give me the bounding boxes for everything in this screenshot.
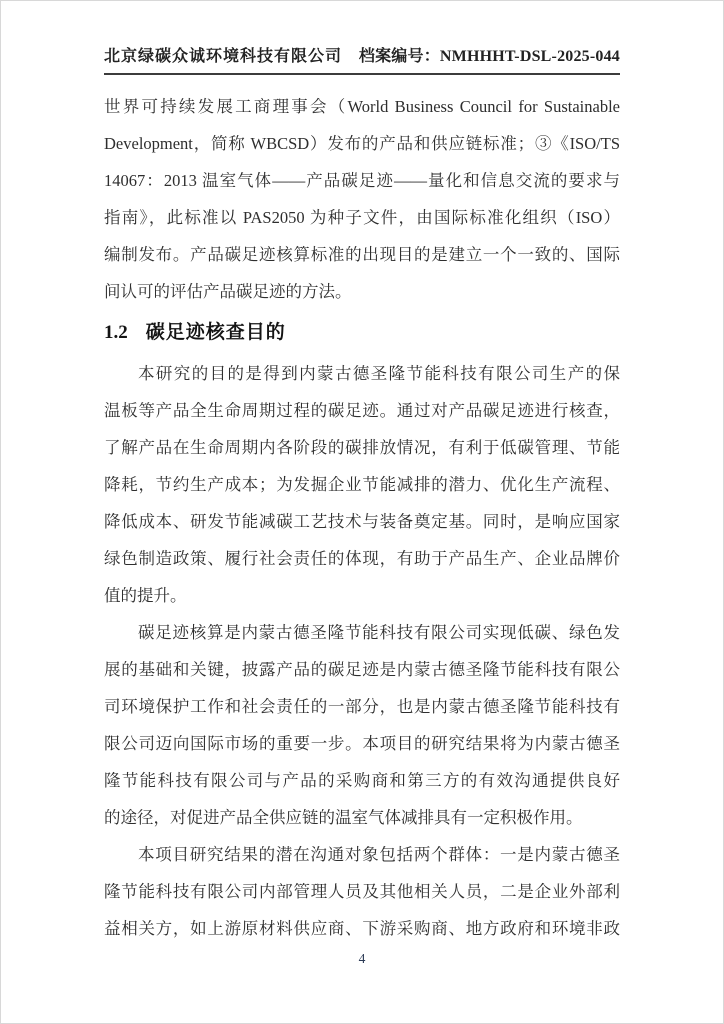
document-body [104,75,620,947]
text-line: 本研究的目的是得到内蒙古德圣隆节能科技有限公司生产的保 [138,364,620,383]
text-line: 展的基础和关键，披露产品的碳足迹是内蒙古德圣隆节能科技有限公 [104,660,620,679]
text-line: 隆节能科技有限公司内部管理人员及其他相关人员，二是企业外部利 [104,882,620,901]
text-line: 间认可的评估产品碳足迹的方法。 [104,282,352,301]
section-heading [104,310,620,355]
text-line: 司环境保护工作和社会责任的一部分，也是内蒙古德圣隆节能科技有 [104,697,620,716]
text-line: 的途径，对促进产品全供应链的温室气体减排具有一定积极作用。 [104,808,583,827]
text-line: 降低成本、研发节能减碳工艺技术与装备奠定基。同时，是响应国家 [104,512,620,531]
page-footer [104,951,620,967]
paragraph-accounting [104,614,620,836]
page-content [1,1,723,1023]
paragraph-continuation [104,88,620,310]
text-line: 碳足迹核算是内蒙古德圣隆节能科技有限公司实现低碳、绿色发 [138,623,620,642]
text-line: 世界可持续发展工商理事会（World Business Council for Sustainable [104,97,620,116]
text-line: Development，简称 WBCSD）发布的产品和供应链标准；③《ISO/TS [104,134,620,153]
text-line: 编制发布。产品碳足迹核算标准的出现目的是建立一个一致的、国际 [104,245,620,264]
text-line: 指南》，此标准以 PAS2050 为种子文件，由国际标准化组织（ISO） [104,208,620,227]
page-header [104,1,620,75]
text-line: 本项目研究结果的潜在沟通对象包括两个群体：一是内蒙古德圣 [138,845,620,864]
header-company-name: 北京绿碳众诚环境科技有限公司 [104,48,343,65]
text-line: 绿色制造政策、履行社会责任的体现，有助于产品生产、企业品牌价 [104,549,620,568]
text-line: 益相关方，如上游原材料供应商、下游采购商、地方政府和环境非政 [104,919,620,938]
section-heading-title: 碳足迹核查目的 [145,322,286,343]
page-number: 4 [358,951,366,966]
header-archive-number: 档案编号：NMHHHT-DSL-2025-044 [358,48,620,65]
text-line: 了解产品在生命周期内各阶段的碳排放情况，有利于低碳管理、节能 [104,438,620,457]
text-line: 温板等产品全生命周期过程的碳足迹。通过对产品碳足迹进行核查， [104,401,620,420]
section-heading-number: 1.2 [104,322,128,343]
text-line: 降耗，节约生产成本；为发掘企业节能减排的潜力、优化生产流程、 [104,475,620,494]
paragraph-communication [104,836,620,947]
text-line: 值的提升。 [104,586,187,605]
text-line: 隆节能科技有限公司与产品的采购商和第三方的有效沟通提供良好 [104,771,620,790]
text-line: 14067：2013 温室气体——产品碳足迹——量化和信息交流的要求与 [104,171,620,190]
paragraph-purpose [104,355,620,614]
text-line: 限公司迈向国际市场的重要一步。本项目的研究结果将为内蒙古德圣 [104,734,620,753]
